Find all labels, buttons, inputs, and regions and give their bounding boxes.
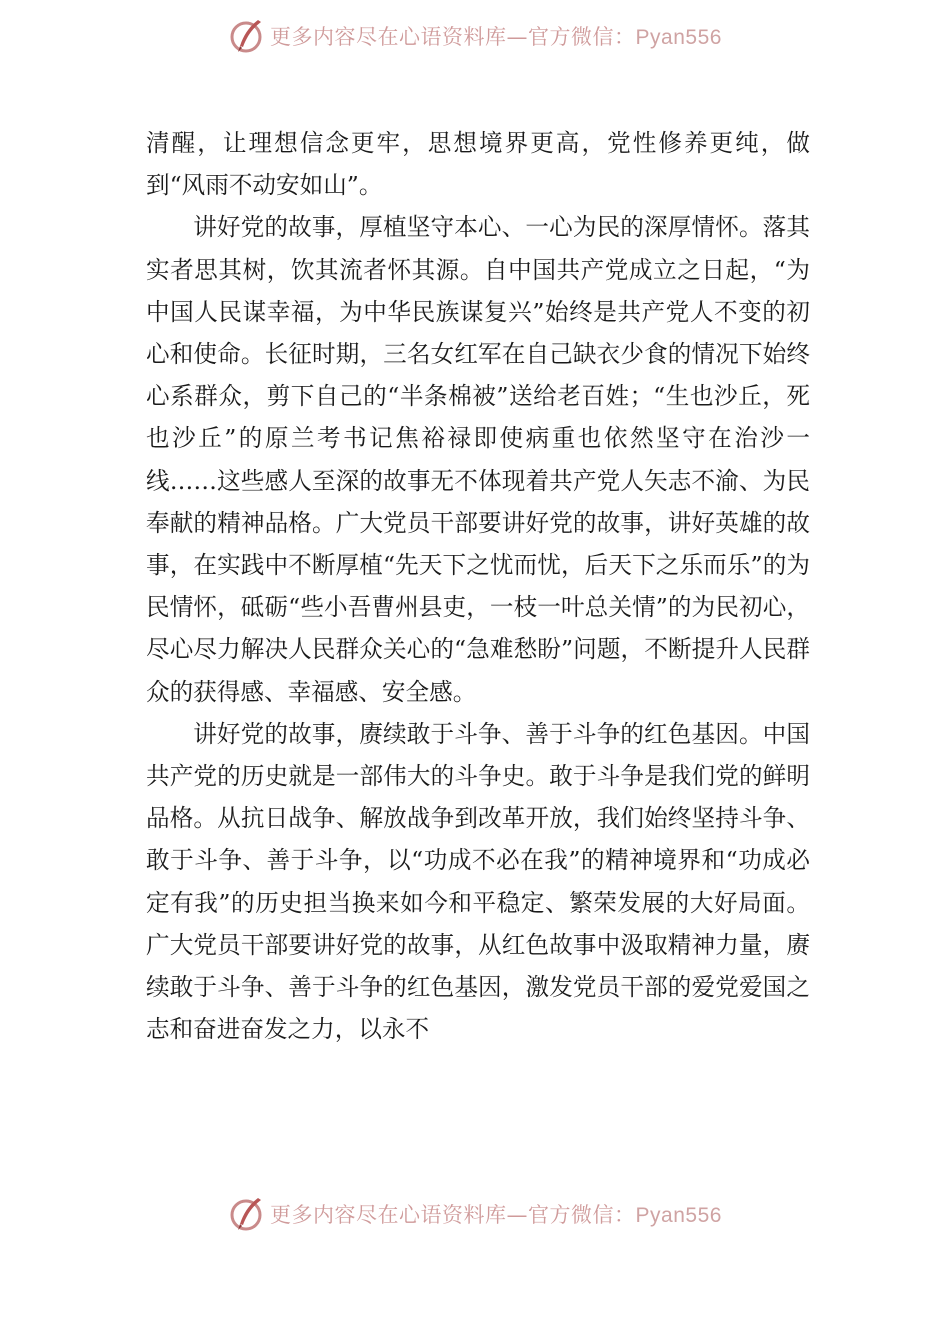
paragraph-story-people: 讲好党的故事，厚植坚守本心、一心为民的深厚情怀。落其实者思其树，饮其流者怀其源。自中国共产党成立之日起，“为中国人民谋幸福，为中华民族谋复兴”始终是共产党人不变的初心和使命。长征时期，三名女红军在自己缺衣少食的情况下始终心系群众，剪下自己的“半条棉被”送给老百姓；“生也沙丘，死也沙丘”的原兰考书记焦裕禄即使病重也依然坚守在治沙一线……这些感人至深的故事无不体现着共产党人矢志不渝、为民奉献的精神品格。广大党员干部要讲好党的故事，讲好英雄的故事，在实践中不断厚植“先天下之忧而忧，后天下之乐而乐”的为民情怀，砥砺“些小吾曹州县吏，一枝一叶总关情”的为民初心，尽心尽力解决人民群众关心的“急难愁盼”问题，不断提升人民群众的获得感、幸福感、安全感。 (146, 213, 810, 706)
footer-account-label: 官方微信： (528, 1203, 636, 1227)
header-watermark-banner (0, 14, 950, 58)
quill-pen-logo-icon (228, 16, 268, 56)
header-account-id: Pyan556 (635, 26, 722, 49)
footer-watermark-banner (0, 1192, 950, 1236)
quill-pen-logo-icon (228, 1194, 268, 1234)
footer-watermark-text (270, 1199, 722, 1229)
paragraph-continued: 清醒，让理想信念更牢，思想境界更高，党性修养更纯，做到“风雨不动安如山”。 (146, 129, 810, 200)
paragraph-story-struggle: 讲好党的故事，赓续敢于斗争、善于斗争的红色基因。中国共产党的历史就是一部伟大的斗争史。敢于斗争是我们党的鲜明品格。从抗日战争、解放战争到改革开放，我们始终坚持斗争、敢于斗争、善于斗争，以“功成不必在我”的精神境界和“功成必定有我”的历史担当换来如今和平稳定、繁荣发展的大好局面。广大党员干部要讲好党的故事，从红色故事中汲取精神力量，赓续敢于斗争、善于斗争的红色基因，激发党员干部的爱党爱国之志和奋进奋发之力，以永不 (146, 719, 810, 1044)
footer-site-text: 更多内容尽在心语资料库 (270, 1203, 507, 1227)
document-body (146, 122, 810, 1050)
header-watermark-text (270, 21, 722, 51)
header-account-label: 官方微信： (528, 25, 636, 49)
footer-separator: — (506, 1203, 529, 1227)
header-site-text: 更多内容尽在心语资料库 (270, 25, 507, 49)
header-separator: — (506, 25, 529, 49)
footer-account-id: Pyan556 (635, 1204, 722, 1227)
